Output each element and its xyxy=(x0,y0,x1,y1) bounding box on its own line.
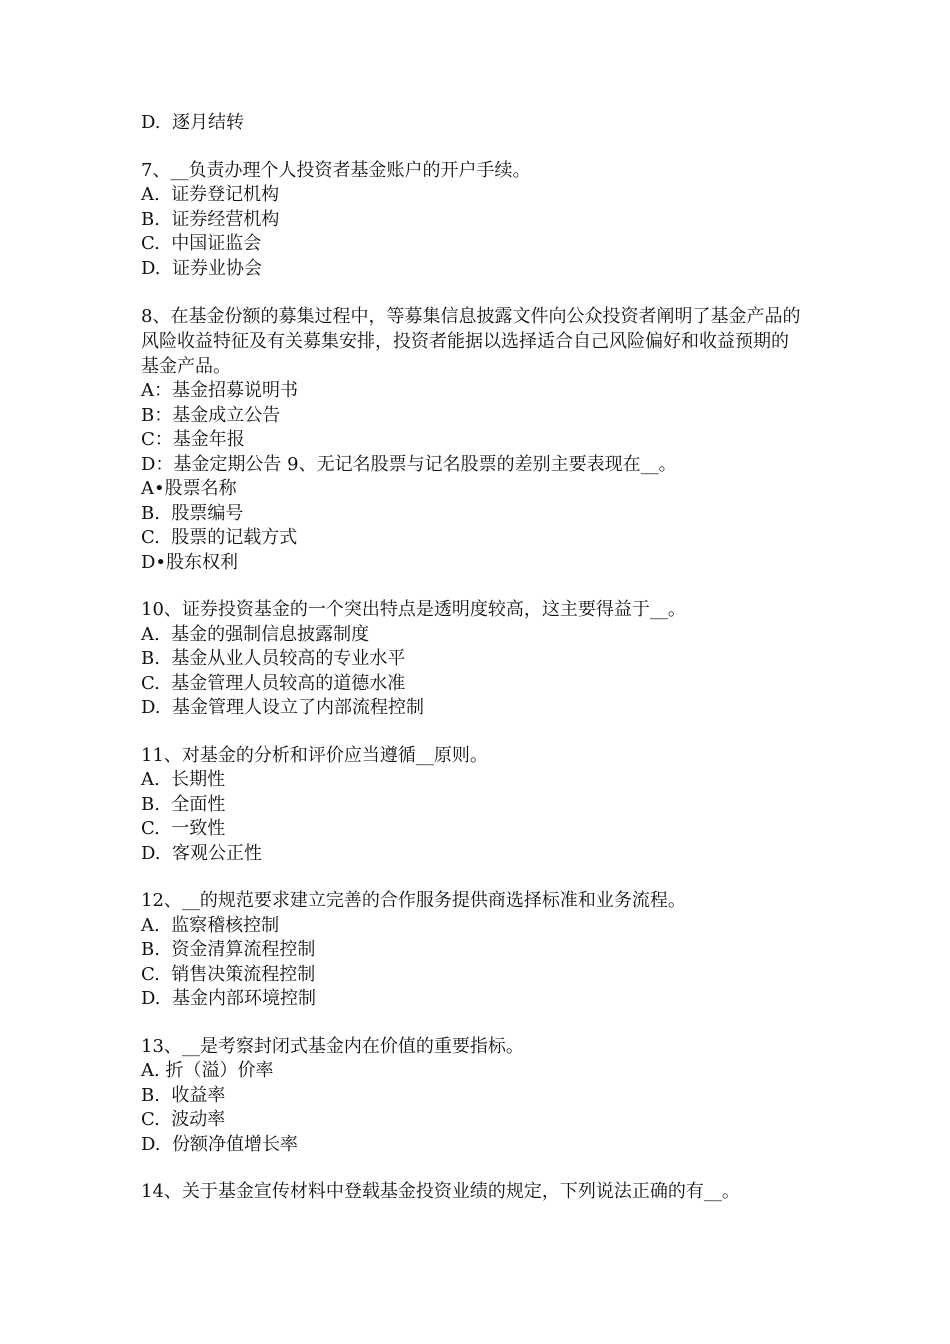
answer-option: A. 证券登记机构 xyxy=(141,184,280,205)
answer-option: B：基金成立公告 xyxy=(141,404,281,426)
answer-option: B. 收益率 xyxy=(141,1084,226,1106)
answer-option: C. 中国证监会 xyxy=(141,233,262,254)
paragraph-gap xyxy=(141,721,821,744)
paragraph-gap xyxy=(141,281,821,304)
answer-option: D. 逐月结转 xyxy=(141,112,244,133)
answer-option: C. 销售决策流程控制 xyxy=(141,963,316,985)
answer-option: D. 份额净值增长率 xyxy=(141,1133,298,1155)
paragraph-gap xyxy=(141,136,821,159)
paragraph-gap xyxy=(141,575,821,598)
answer-option: B. 全面性 xyxy=(141,793,226,815)
question-text: 7、__负责办理个人投资者基金账户的开户手续。 xyxy=(141,159,531,181)
paragraph-gap xyxy=(141,866,821,889)
question-list xyxy=(141,111,821,1205)
answer-option: D. 基金内部环境控制 xyxy=(141,988,316,1009)
answer-option: B. 股票编号 xyxy=(141,502,244,524)
answer-option: D：基金定期公告 9、无记名股票与记名股票的差别主要表现在__。 xyxy=(141,453,677,475)
question-text: 10、证券投资基金的一个突出特点是透明度较高，这主要得益于__。 xyxy=(141,599,686,620)
answer-option: A. 折（溢）价率 xyxy=(141,1060,274,1081)
answer-option: A. 长期性 xyxy=(141,769,226,790)
answer-option: B. 基金从业人员较高的专业水平 xyxy=(141,648,406,669)
answer-option: C. 波动率 xyxy=(141,1109,226,1130)
answer-option: D•股东权利 xyxy=(141,551,239,573)
answer-option: A. 监察稽核控制 xyxy=(141,914,280,936)
paragraph-gap xyxy=(141,1012,821,1035)
answer-option: D. 证券业协会 xyxy=(141,257,262,279)
answer-option: C. 基金管理人员较高的道德水准 xyxy=(141,672,406,694)
question-text: 11、对基金的分析和评价应当遵循__原则。 xyxy=(141,744,488,766)
answer-option: A•股票名称 xyxy=(141,478,237,499)
question-text: 8、在基金份额的募集过程中，等募集信息披露文件向公众投资者阐明了基金产品的风险收益特征及有关募集安排，投资者能据以选择适合自己风险偏好和收益预期的基金产品。 xyxy=(141,306,801,377)
answer-option: A：基金招募说明书 xyxy=(141,380,298,401)
answer-option: B. 资金清算流程控制 xyxy=(141,939,316,960)
paragraph-gap xyxy=(141,1157,821,1180)
question-text: 12、__的规范要求建立完善的合作服务提供商选择标准和业务流程。 xyxy=(141,890,686,911)
answer-option: D. 客观公正性 xyxy=(141,842,262,864)
answer-option: B. 证券经营机构 xyxy=(141,208,280,230)
answer-option: C：基金年报 xyxy=(141,429,245,450)
answer-option: D. 基金管理人设立了内部流程控制 xyxy=(141,697,424,718)
answer-option: C. 股票的记载方式 xyxy=(141,527,298,548)
answer-option: A. 基金的强制信息披露制度 xyxy=(141,623,370,645)
answer-option: C. 一致性 xyxy=(141,818,226,839)
question-text: 13、__是考察封闭式基金内在价值的重要指标。 xyxy=(141,1035,524,1057)
question-text: 14、关于基金宣传材料中登载基金投资业绩的规定，下列说法正确的有__。 xyxy=(141,1181,740,1202)
